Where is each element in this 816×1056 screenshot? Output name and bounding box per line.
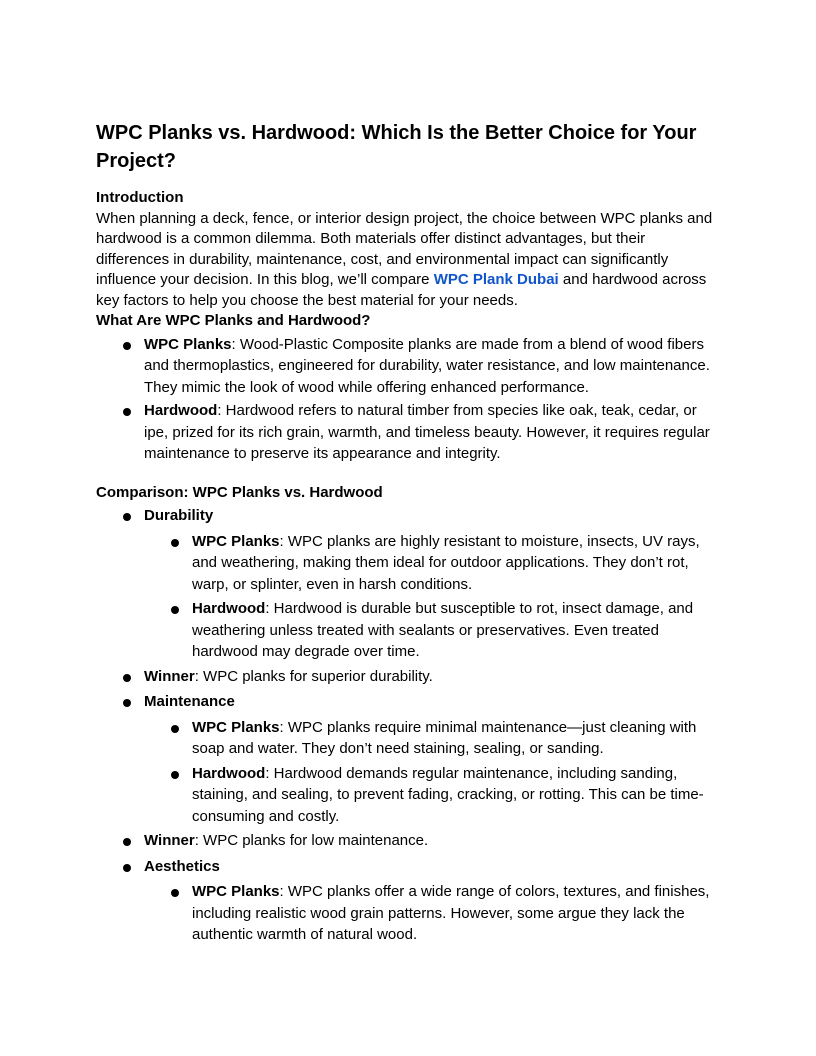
intro-text-after: and hardwood across key factors to help you choose the best material for your needs. [96, 271, 707, 309]
item-text: : Hardwood is durable but susceptible to rot, insect damage, and weathering unless treated with sealants or preservatives. Even treated hardwood may degrade over time. [192, 600, 694, 660]
section-label: Aesthetics [144, 857, 220, 875]
bullet-icon [171, 539, 179, 547]
section-durability [96, 505, 720, 527]
list-item [96, 531, 720, 596]
term-label: Hardwood [192, 764, 266, 782]
section-label: Maintenance [144, 693, 235, 710]
term-label: WPC Planks [144, 335, 232, 353]
list-item [96, 763, 720, 828]
item-text: : WPC planks for low maintenance. [194, 832, 429, 849]
bullet-icon [123, 513, 131, 521]
section-maintenance [96, 691, 720, 713]
item-text: : Wood-Plastic Composite planks are made from a blend of wood fibers and thermoplastics, engineered for durability, water resistance, and low maintenance. They mimic the look of wood while offering enhanced performance. [144, 335, 710, 396]
bullet-icon [171, 606, 179, 614]
document-page [96, 119, 720, 946]
bullet-icon [123, 838, 131, 846]
what-are-heading: What Are WPC Planks and Hardwood? [96, 312, 371, 329]
bullet-icon [171, 725, 179, 733]
item-text: : WPC planks require minimal maintenance—just cleaning with soap and water. They don’t need staining, sealing, or sanding. [192, 718, 697, 757]
bullet-icon [123, 408, 131, 416]
bullet-icon [171, 889, 179, 897]
term-label: Hardwood [192, 600, 266, 617]
intro-paragraph [96, 209, 720, 312]
term-label: WPC Planks [192, 532, 280, 550]
comparison-heading: Comparison: WPC Planks vs. Hardwood [96, 483, 383, 501]
term-label: Hardwood [144, 402, 218, 419]
bullet-icon [123, 674, 131, 682]
bullet-icon [123, 864, 131, 872]
list-item [96, 400, 720, 465]
term-label: WPC Planks [192, 718, 280, 736]
term-label: Winner [144, 832, 195, 849]
wpc-plank-dubai-link[interactable]: WPC Plank Dubai [433, 271, 559, 288]
list-item [96, 598, 720, 663]
bullet-icon [123, 699, 131, 707]
intro-text-before: When planning a deck, fence, or interior design project, the choice between WPC planks and hardwood is a common dilemma. Both materials offer distinct advantages, but their differences in durability, maintenance, cost, and environmental impact can significantly influence your decision. In this blog, we’ll compare [96, 209, 713, 288]
section-label: Durability [144, 507, 214, 524]
term-label: Winner [144, 667, 195, 685]
section-aesthetics [96, 856, 720, 878]
winner-durability [96, 666, 720, 688]
intro-heading: Introduction [96, 189, 184, 206]
item-text: : WPC planks are highly resistant to moisture, insects, UV rays, and weathering, making them ideal for outdoor applications. They don’t rot, warp, or splinter, even in harsh conditions. [192, 532, 700, 593]
term-label: WPC Planks [192, 883, 280, 900]
what-are-list [96, 334, 720, 465]
list-item [96, 334, 720, 399]
item-text: : Hardwood demands regular maintenance, including sanding, staining, and sealing, to prevent fading, cracking, or rotting. This can be time-consuming and costly. [192, 764, 704, 825]
item-text: : WPC planks offer a wide range of colors, textures, and finishes, including realistic wood grain patterns. However, some argue they lack the authentic warmth of natural wood. [192, 883, 710, 943]
bullet-icon [171, 771, 179, 779]
comparison-list [96, 505, 720, 946]
page-title: WPC Planks vs. Hardwood: Which Is the Better Choice for Your Project? [96, 122, 697, 172]
list-item [96, 717, 720, 760]
winner-maintenance [96, 830, 720, 852]
bullet-icon [123, 342, 131, 350]
list-item [96, 881, 720, 946]
item-text: : WPC planks for superior durability. [194, 667, 433, 685]
item-text: : Hardwood refers to natural timber from species like oak, teak, cedar, or ipe, prized for its rich grain, warmth, and timeless beauty. However, it requires regular maintenance to preserve its appearance and integrity. [144, 402, 710, 462]
